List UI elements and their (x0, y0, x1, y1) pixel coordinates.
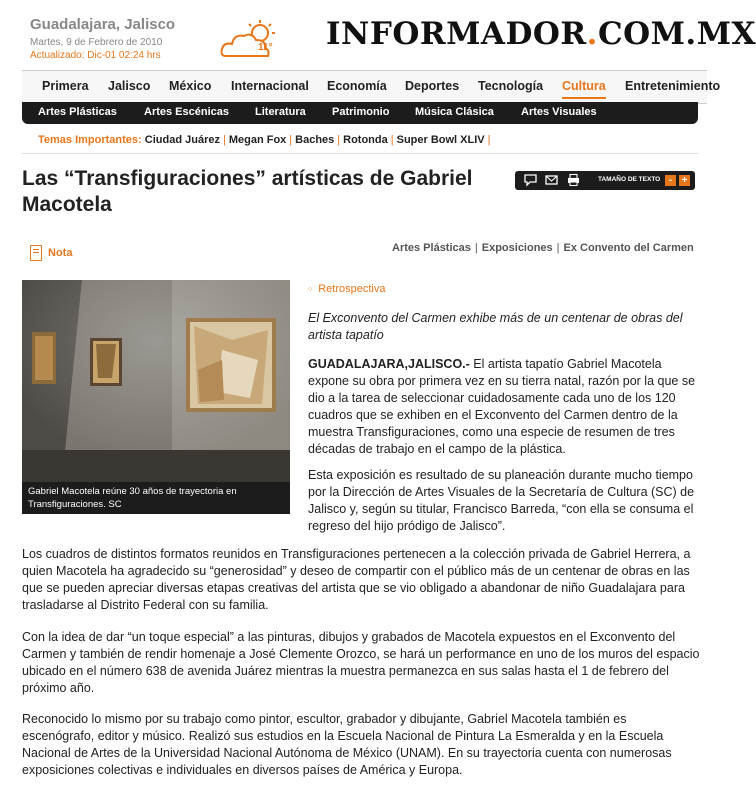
nav-deportes[interactable]: Deportes (405, 79, 460, 93)
note-icon (30, 245, 42, 261)
subnav-musica-clasica[interactable]: Música Clásica (415, 106, 494, 118)
nav-mexico[interactable]: México (169, 79, 212, 93)
divider (22, 153, 698, 154)
header-date: Martes, 9 de Febrero de 2010 (30, 37, 163, 48)
email-icon[interactable] (545, 174, 558, 186)
article-paragraph-3: Los cuadros de distintos formatos reunidos en Transfiguraciones pertenecen a la colección privada de Gabriel Herrera, a quien Macotela ha agradecido su “generosidad” y deseo de compartir con el público más de un centenar de obras en las que se pueden apreciar diversas etapas creativas del artista que se vio obligado a abandonar de niño Guadalajara para trasladarse al Distrito Federal con su familia. (22, 547, 691, 612)
subnav-literatura[interactable]: Literatura (255, 106, 306, 118)
topics-label: Temas Importantes: (38, 134, 142, 146)
cloud-sun-icon (220, 20, 282, 62)
temperature: 11° (258, 42, 273, 53)
breadcrumb: Artes Plásticas | Exposiciones | Ex Convento del Carmen (392, 242, 694, 254)
logo-main: INFORMADOR (326, 16, 587, 52)
header-city: Guadalajara, Jalisco (30, 16, 176, 33)
topic-separator: | (390, 134, 394, 146)
text-size-decrease-button[interactable]: - (665, 175, 676, 186)
article-tools (515, 171, 695, 190)
article-deck: El Exconvento del Carmen exhibe más de un centenar de obras del artista tapatío (308, 311, 683, 342)
article-paragraph-1 (308, 356, 700, 458)
breadcrumb-ex-convento[interactable]: Ex Convento del Carmen (563, 242, 694, 254)
nav-jalisco[interactable]: Jalisco (108, 79, 151, 93)
topic-separator: | (487, 134, 491, 146)
paragraph-text: El artista tapatío Gabriel Macotela expone su obra por primera vez en su tierra natal, razón por la que se dio a la tarea de seleccionar cuidadosamente cada uno de los 120 cuadros que se exhiben en el Exconvento del Carmen dentro de la muestra Transfiguraciones, como una especie de resumen de tres décadas de trabajo en el campo de la plástica. (308, 357, 696, 456)
nav-tecnologia[interactable]: Tecnología (478, 79, 544, 93)
comment-icon[interactable] (524, 174, 537, 186)
subnav-patrimonio[interactable]: Patrimonio (332, 106, 390, 118)
subnav-artes-visuales[interactable]: Artes Visuales (521, 106, 597, 118)
nav-primera[interactable]: Primera (42, 79, 89, 93)
article-type-label: Nota (48, 247, 73, 259)
article-photo[interactable] (22, 280, 290, 482)
nav-cultura[interactable]: Cultura (562, 79, 606, 93)
breadcrumb-exposiciones[interactable]: Exposiciones (481, 242, 553, 254)
article-paragraph-2: Esta exposición es resultado de su planeación durante mucho tiempo por la Dirección de Artes Visuales de la Secretaría de Cultura (SC) de Jalisco y, según su titular, Francisco Barreda, “con ella se consuma el regreso del hijo pródigo de Jalisco”. (308, 468, 695, 533)
text-size-label: TAMAÑO DE TEXTO (598, 176, 661, 183)
topic-separator: | (289, 134, 293, 146)
nav-entretenimiento[interactable]: Entretenimiento (625, 79, 721, 93)
nav-economia[interactable]: Economía (327, 79, 387, 93)
topic-separator: | (337, 134, 341, 146)
logo-dot: . (586, 16, 598, 52)
main-nav (22, 70, 721, 104)
topic-baches[interactable]: Baches (295, 134, 335, 146)
header-updated: Actualizado: Dic-01 02:24 hrs (30, 50, 161, 61)
subnav-artes-plasticas[interactable]: Artes Plásticas (38, 106, 117, 118)
nav-internacional[interactable]: Internacional (231, 79, 309, 93)
subnav-artes-escenicas[interactable]: Artes Escénicas (144, 106, 229, 118)
article-paragraph-5: Reconocido lo mismo por su trabajo como pintor, escultor, grabador y dibujante, Gabriel Macotela también es escenógrafo, editor y músico. Realizó sus estudios en la Escuela Nacional de Pintura La Esmeralda y en la Escuela Nacional de Artes de la Universidad Nacional Autónoma de México (UNAM). En su trayectoria cuenta con numerosas exposiciones colectivas e individuales en diversos países de América y Europa. (22, 712, 672, 777)
site-logo[interactable] (326, 16, 756, 52)
photo-caption: Gabriel Macotela reúne 30 años de trayectoria en Transfiguraciones. SC (22, 482, 290, 514)
topics-bar (38, 134, 493, 146)
topic-megan-fox[interactable]: Megan Fox (228, 134, 287, 146)
topic-ciudad-juarez[interactable]: Ciudad Juárez (144, 134, 220, 146)
text-size-increase-button[interactable]: + (679, 175, 690, 186)
breadcrumb-artes-plasticas[interactable]: Artes Plásticas (392, 242, 471, 254)
dateline: GUADALAJARA,JALISCO.- (308, 357, 470, 371)
logo-tld: COM.MX (597, 16, 756, 52)
print-icon[interactable] (567, 174, 580, 186)
article-title: Las “Transfiguraciones” artísticas de Gabriel Macotela (22, 167, 473, 216)
topic-super-bowl[interactable]: Super Bowl XLIV (396, 134, 485, 146)
sub-nav (22, 102, 698, 124)
section-tag[interactable]: ○ Retrospectiva (308, 283, 386, 295)
article-paragraph-4: Con la idea de dar “un toque especial” a las pinturas, dibujos y grabados de Macotela expuestos en el Exconvento del Carmen y también de rendir homenaje a José Clemente Orozco, se hará un performance en uno de los muros del espacio ubicado en el número 638 de avenida Juárez mientras la muestra permanezca en sus salas hasta el 1 de febrero del próximo año. (22, 630, 700, 695)
topic-rotonda[interactable]: Rotonda (343, 134, 388, 146)
topic-separator: | (222, 134, 226, 146)
